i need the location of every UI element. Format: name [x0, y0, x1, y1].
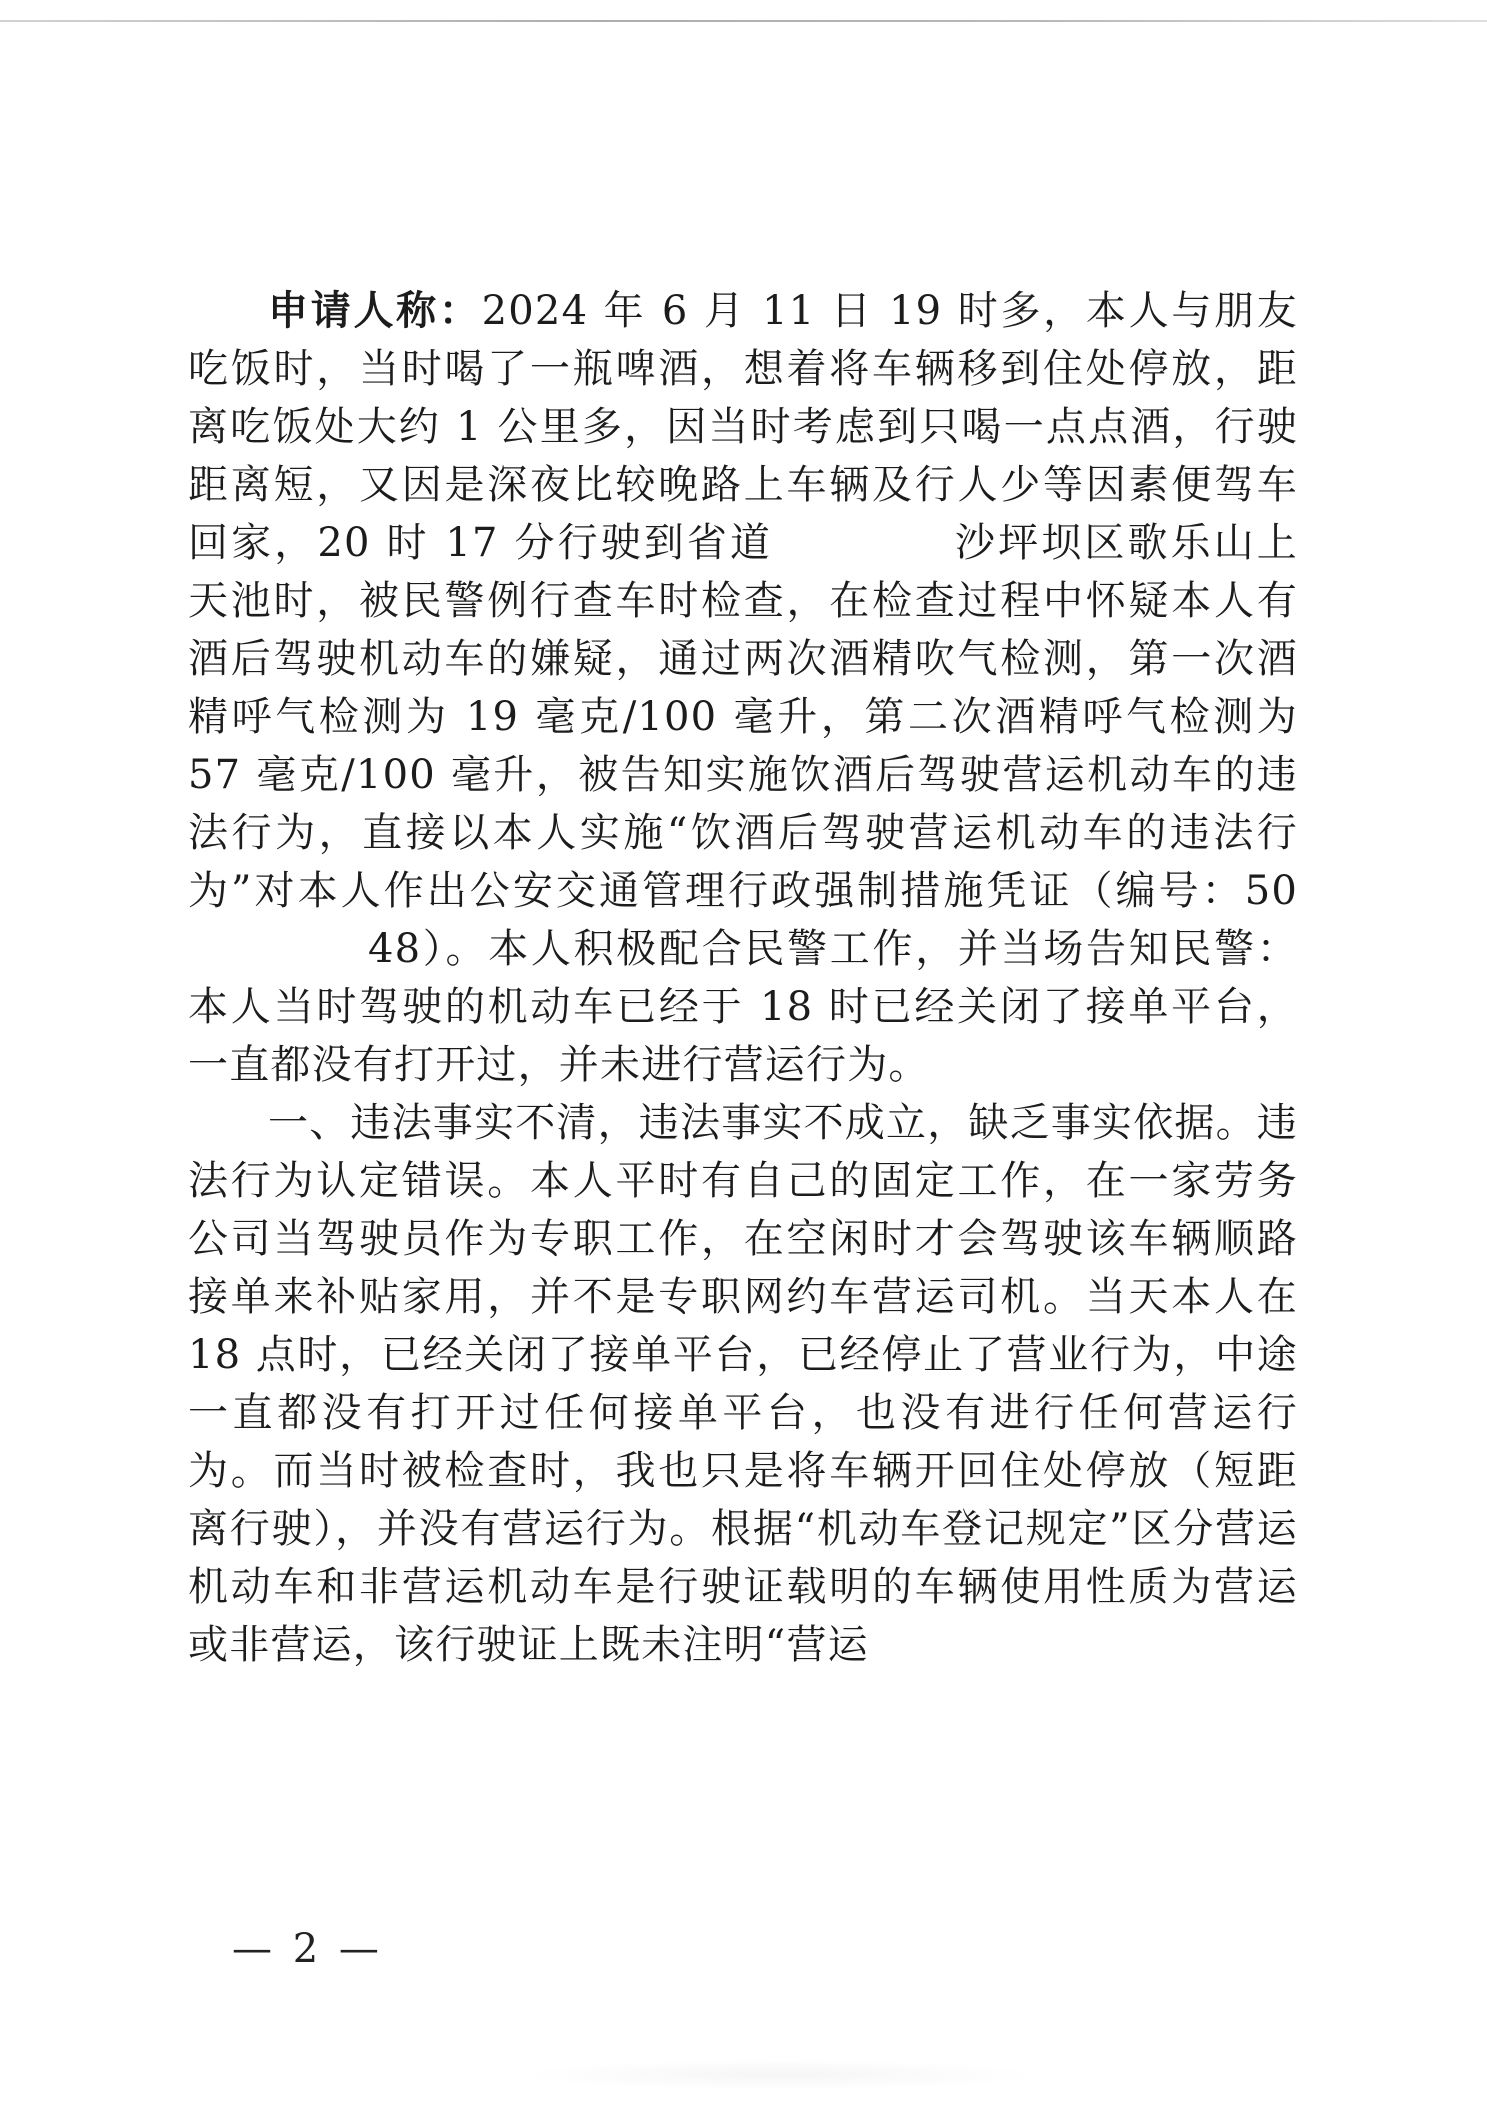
applicant-label: 申请人称： [268, 287, 482, 334]
paragraph-point-one: 一、违法事实不清，违法事实不成立，缺乏事实依据。违法行为认定错误。本人平时有自己的固定工作，在一家劳务公司当驾驶员作为专职工作，在空闲时才会驾驶该车辆顺路接单来补贴家用，并不是专职网约车营运司机。当天本人在 18 点时，已经关闭了接单平台，已经停止了营业行为，中途一直都没有打开过任何接单平台，也没有进行任何营运行为。而当时被检查时，我也只是将车辆开回住处停放（短距离行驶），并没有营运行为。根据“机动车登记规定”区分营运机动车和非营运机动车是行驶证载明的车辆使用性质为营运或非营运，该行驶证上既未注明“营运 [188, 1100, 1298, 1668]
paragraph-applicant-statement [188, 282, 1298, 1094]
statement-text-part-2: 沙坪坝区歌乐山上天池时，被民警例行查车时检查，在检查过程中怀疑本人有酒后驾驶机动车的嫌疑，通过两次酒精吹气检测，第一次酒精呼气检测为 19 毫克/100 毫升，第二次酒精呼气检测为 57 毫克/100 毫升，被告知实施饮酒后驾驶营运机动车的违法行为，直接以本人实施“饮酒后驾驶营运机动车的违法行为”对本人作出公安交通管理行政强制措施凭证（编号：50 [188, 520, 1298, 914]
redacted-certificate-number [188, 961, 368, 962]
document-body [188, 282, 1298, 1674]
scan-edge-line [0, 20, 1487, 22]
statement-text-part-3: 48）。本人积极配合民警工作，并当场告知民警：本人当时驾驶的机动车已经于 18 时已经关闭了接单平台，一直都没有打开过，并未进行营运行为。 [188, 926, 1298, 1088]
page-number: — 2 — [232, 1926, 383, 1972]
scan-bleed-through [520, 2060, 1040, 2090]
statement-text-part-1: 2024 年 6 月 11 日 19 时多，本人与朋友吃饭时，当时喝了一瓶啤酒，想着将车辆移到住处停放，距离吃饭处大约 1 公里多，因当时考虑到只喝一点点酒，行驶距离短，又因是深夜比较晚路上车辆及行人少等因素便驾车回家，20 时 17 分行驶到省道 [188, 288, 1298, 566]
redacted-road-number [773, 555, 953, 556]
